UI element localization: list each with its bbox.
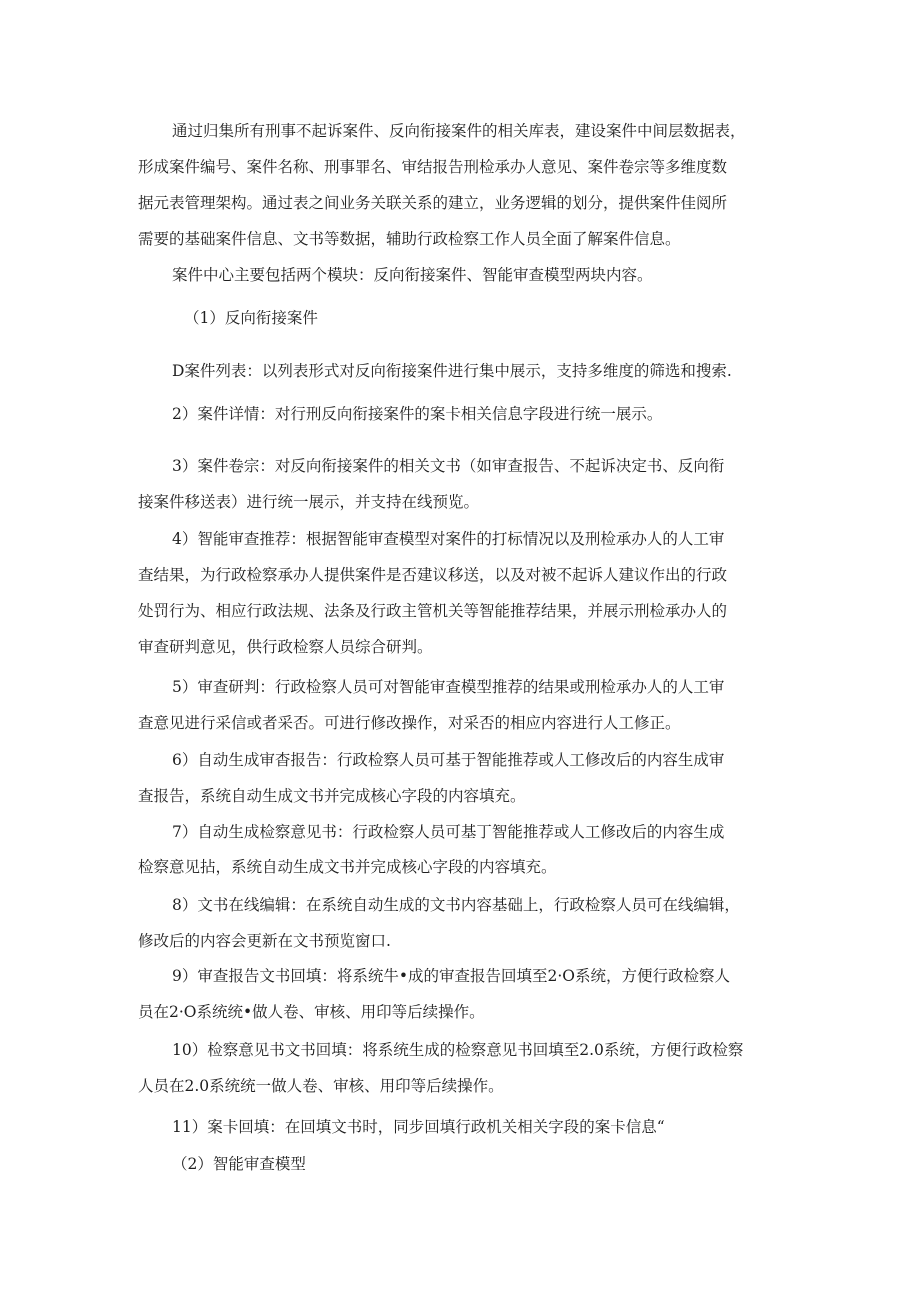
paragraph-intro-line-1: 通过归集所有刑事不起诉案件、反向衔接案件的相关库表，建设案件中间层数据表， — [172, 122, 746, 140]
item-10-line-1: 10）检察意见书文书回填：将系统生成的检察意见书回填至2.0系统，方便行政检察 — [172, 1041, 744, 1059]
paragraph-intro-line-3: 据元表管理架构。通过表之间业务关联关系的建立，业务逻辑的划分，提供案件佳阅所 — [138, 194, 728, 212]
item-3-line-2: 接案件移送表）进行统一展示，并支持在线预览。 — [138, 493, 480, 511]
item-2: 2）案件详情：对行刑反向衔接案件的案卡相关信息字段进行统一展示。 — [172, 405, 663, 423]
paragraph-modules: 案件中心主要包括两个模块：反向衔接案件、智能审查模型两块内容。 — [172, 266, 653, 284]
item-8-line-2: 修改后的内容会更新在文书预览窗口. — [138, 932, 391, 950]
item-5-line-1: 5）审查研判：行政检察人员可对智能审查模型推荐的结果或刑检承办人的人工审 — [172, 678, 725, 696]
paragraph-intro-line-2: 形成案件编号、案件名称、刑事罪名、审结报告刑检承办人意见、案件卷宗等多维度数 — [138, 158, 728, 176]
item-8-line-1: 8）文书在线编辑：在系统自动生成的文书内容基础上，行政检察人员可在线编辑， — [172, 896, 740, 914]
item-3-line-1: 3）案件卷宗：对反向衔接案件的相关文书（如审查报告、不起诉决定书、反向衔 — [172, 457, 725, 475]
item-4-line-1: 4）智能审查推荐：根据智能审查模型对案件的打标情况以及刑检承办人的人工审 — [172, 530, 725, 548]
item-4-line-2: 查结果，为行政检察承办人提供案件是否建议移送，以及对被不起诉人建议作出的行政 — [138, 566, 728, 584]
item-4-line-3: 处罚行为、相应行政法规、法条及行政主管机关等智能推荐结果，并展示刑检承办人的 — [138, 602, 728, 620]
item-11: 11）案卡回填：在回填文书时，同步回填行政机关相关字段的案卡信息“ — [172, 1118, 665, 1136]
item-4-line-4: 审查研判意见，供行政检察人员综合研判。 — [138, 638, 433, 656]
section-heading-2: （2）智能审查模型 — [172, 1155, 306, 1173]
item-9-line-1: 9）审查报告文书回填：将系统牛•成的审查报告回填至2·O系统，方便行政检察人 — [172, 967, 731, 985]
item-5-line-2: 查意见进行采信或者采否。可进行修改操作，对采否的相应内容进行人工修正。 — [138, 714, 681, 732]
item-10-line-2: 人员在2.0系统统一做人卷、审核、用印等后续操作。 — [138, 1077, 504, 1095]
item-1: D案件列表：以列表形式对反向衔接案件进行集中展示，支持多维度的筛选和搜索. — [172, 362, 732, 380]
item-6-line-1: 6）自动生成审杳报告：行政检察人员可基于智能推荐或人工修改后的内容生成审 — [172, 751, 725, 769]
item-7-line-2: 检察意见拈，系统自动生成文书并完成核心字段的内容填充。 — [138, 858, 557, 876]
item-6-line-2: 查报告，系统自动生成文书并完成核心字段的内容填充。 — [138, 787, 526, 805]
item-9-line-2: 员在2·O系统统•做人卷、审核、用印等后续操作。 — [138, 1003, 485, 1021]
section-heading-1: （1）反向衔接案件 — [184, 309, 318, 327]
paragraph-intro-line-4: 需要的基础案件信息、文书等数据，辅助行政检察工作人员全面了解案件信息。 — [138, 230, 681, 248]
item-7-line-1: 7）自动生成检察意见书：行政检察人员可基丁智能推荐或人工修改后的内容生成 — [172, 823, 725, 841]
